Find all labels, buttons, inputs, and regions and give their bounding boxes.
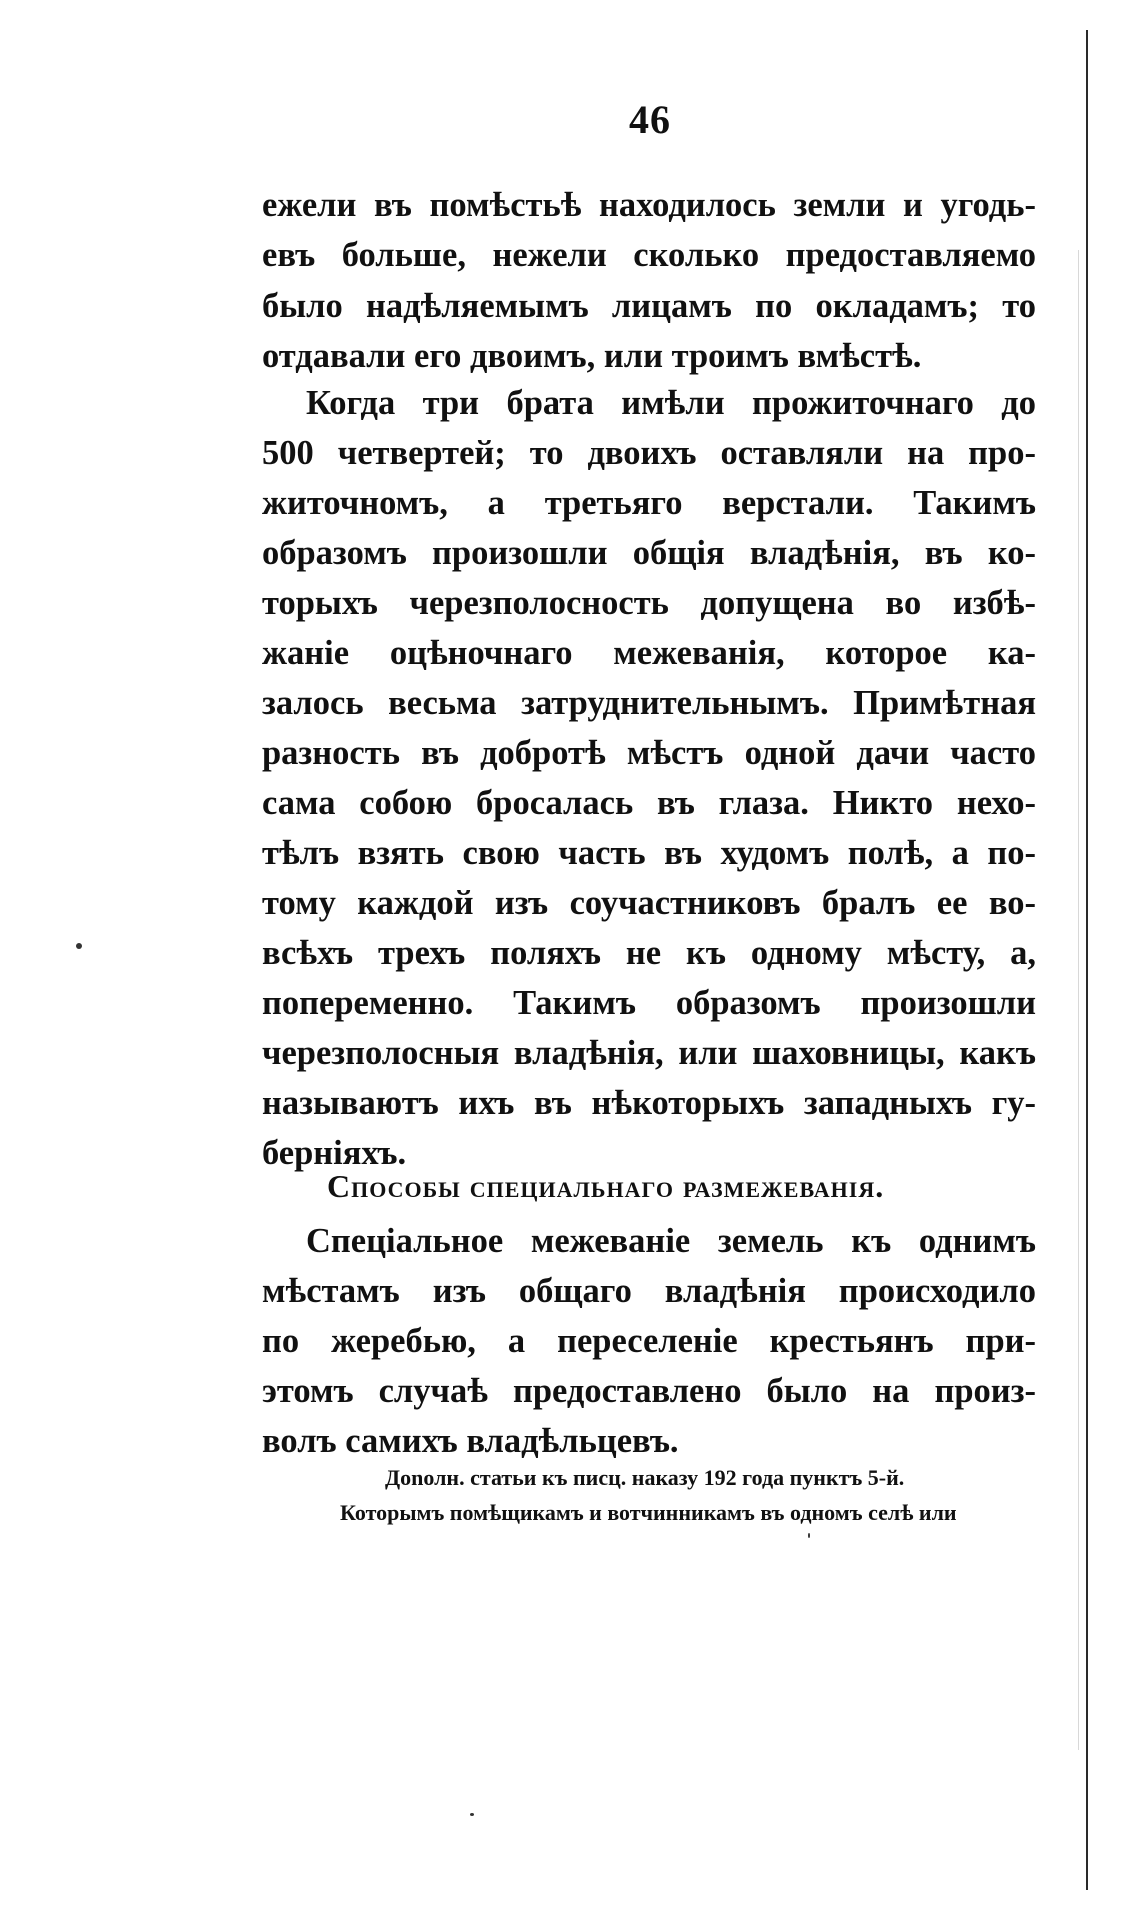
text-line: черезполосныя владѣнія, или шаховницы, какъ: [262, 1034, 1036, 1072]
section-heading: Способы специальнаго размежеванія.: [327, 1168, 885, 1204]
text-line: сама собою бросалась въ глаза. Никто нехо-: [262, 784, 1036, 822]
text-line: берніяхъ.: [262, 1134, 407, 1172]
text-line: житочномъ, а третьяго верстали. Такимъ: [262, 484, 1036, 522]
ink-speck: [470, 1813, 474, 1816]
text-line: мѣстамъ изъ общаго владѣнія происходило: [262, 1272, 1036, 1310]
text-line: называютъ ихъ въ нѣкоторыхъ западныхъ гу-: [262, 1084, 1036, 1122]
text-line: волъ самихъ владѣльцевъ.: [262, 1422, 679, 1460]
footnote-line: Которымъ помѣщикамъ и вотчинникамъ въ одномъ селѣ или: [340, 1500, 957, 1525]
text-line: Когда три брата имѣли прожиточнаго до: [306, 384, 1036, 422]
text-line: тому каждой изъ соучастниковъ бралъ ее во-: [262, 884, 1036, 922]
text-line: залось весьма затруднительнымъ. Примѣтная: [262, 684, 1036, 722]
text-line: отдавали его двоимъ, или троимъ вмѣстѣ.: [262, 337, 922, 375]
text-line: по жеребью, а переселеніе крестьянъ при-: [262, 1322, 1036, 1360]
text-line: было надѣляемымъ лицамъ по окладамъ; то: [262, 287, 1036, 325]
ink-speck: [808, 1533, 810, 1538]
text-line: этомъ случаѣ предоставлено было на произ-: [262, 1372, 1036, 1410]
page-edge-line: [1086, 30, 1088, 1890]
ink-speck: [76, 943, 82, 949]
text-line: 500 четвертей; то двоихъ оставляли на про-: [262, 434, 1036, 472]
text-line: всѣхъ трехъ поляхъ не къ одному мѣсту, а,: [262, 934, 1036, 972]
page-number: 46: [629, 97, 671, 142]
text-line: образомъ произошли общія владѣнія, въ ко-: [262, 534, 1036, 572]
text-line: евъ больше, нежели сколько предоставляемо: [262, 236, 1036, 274]
text-line: жаніе оцѣночнаго межеванія, которое ка-: [262, 634, 1036, 672]
text-line: разность въ добротѣ мѣстъ одной дачи часто: [262, 734, 1036, 772]
text-line: ежели въ помѣстьѣ находилось земли и угодь-: [262, 186, 1036, 224]
footnote-line: Доnолн. статьи къ писц. наказу 192 года пунктъ 5-й.: [385, 1465, 905, 1490]
text-line: попеременно. Такимъ образомъ произошли: [262, 984, 1036, 1022]
text-line: Спеціальное межеваніе земель къ однимъ: [306, 1222, 1036, 1260]
page-edge-shadow: [1078, 250, 1079, 1750]
text-line: торыхъ черезполосность допущена во избѣ-: [262, 584, 1036, 622]
text-line: тѣлъ взять свою часть въ худомъ полѣ, а по-: [262, 834, 1036, 872]
